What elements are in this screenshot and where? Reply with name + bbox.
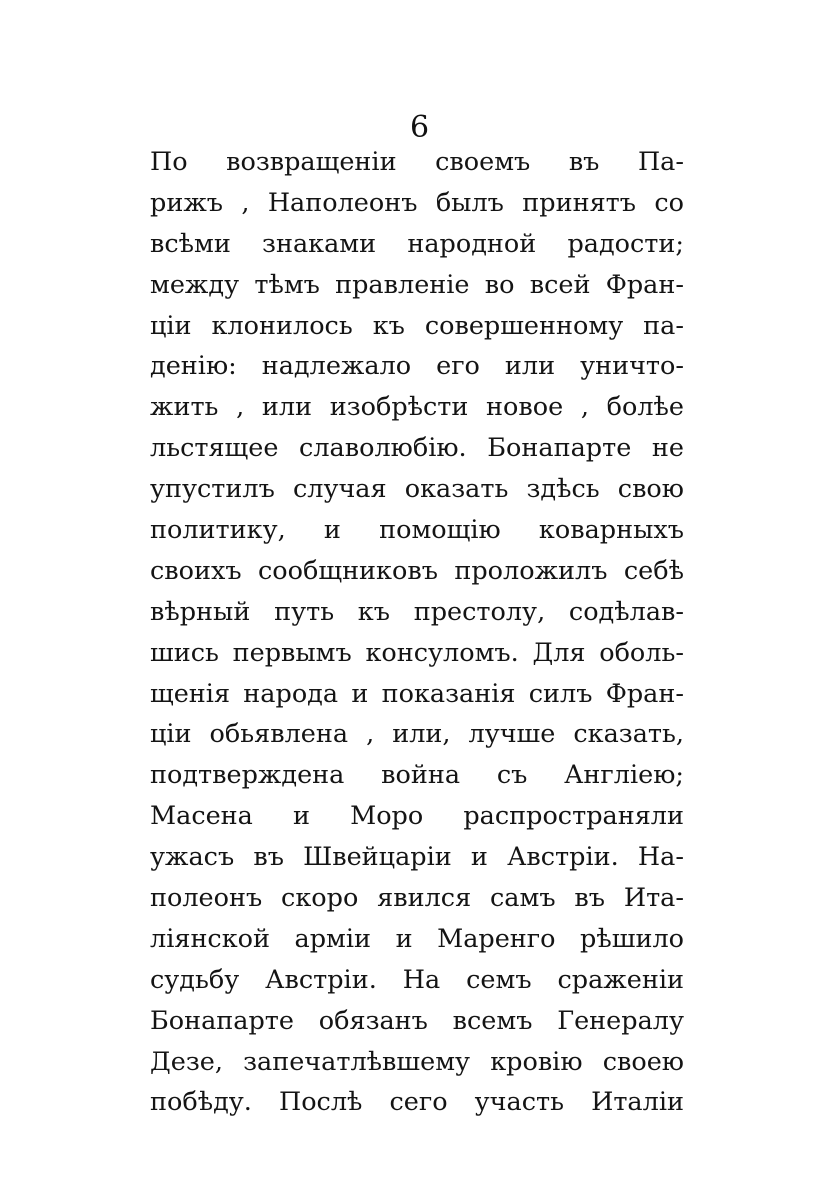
text-line: между тѣмъ правленіе во всей Фран- (150, 269, 684, 300)
text-line: рижъ , Наполеонъ былъ принятъ со (150, 187, 684, 218)
text-line: Дезе, запечатлѣвшему кровію своею (150, 1046, 684, 1077)
text-line: льстящее славолюбію. Бонапарте не (150, 433, 684, 464)
page-number: 6 (409, 110, 431, 145)
text-line: ліянской арміи и Маренго рѣшило (150, 923, 684, 954)
text-line: ужасъ въ Швейцаріи и Австріи. На- (150, 842, 684, 873)
text-line: денію: надлежало его или уничто- (150, 351, 684, 382)
text-line: полеонъ скоро явился самъ въ Ита- (150, 883, 684, 914)
text-line: упустилъ случая оказать здѣсь свою (150, 474, 684, 505)
text-line: вѣрный путь къ престолу, содѣлав- (150, 596, 684, 627)
text-line: По возвращеніи своемъ въ Па- (150, 147, 684, 177)
text-line: всѣми знаками народной радости; (150, 228, 684, 259)
text-line: щенія народа и показанія силъ Фран- (150, 678, 684, 709)
text-line: Бонапарте обязанъ всемъ Генералу (150, 1005, 684, 1036)
text-line: жить , или изобрѣсти новое , болѣе (150, 392, 684, 423)
text-line: шись первымъ консуломъ. Для оболь- (150, 637, 684, 668)
body-text (150, 142, 684, 1123)
text-line: судьбу Австріи. На семъ сраженіи (150, 964, 684, 995)
text-line: побѣду. Послѣ сего участь Италіи (150, 1087, 684, 1118)
text-line: подтверждена война съ Англіею; (150, 760, 684, 791)
text-line: ціи клонилось къ совершенному па- (150, 310, 684, 341)
text-line: своихъ сообщниковъ проложилъ себѣ (150, 555, 684, 586)
text-line: политику, и помощію коварныхъ (150, 515, 684, 546)
text-line: Масена и Моро распространяли (150, 801, 684, 832)
text-line: ціи обьявлена , или, лучше сказать, (150, 719, 684, 750)
